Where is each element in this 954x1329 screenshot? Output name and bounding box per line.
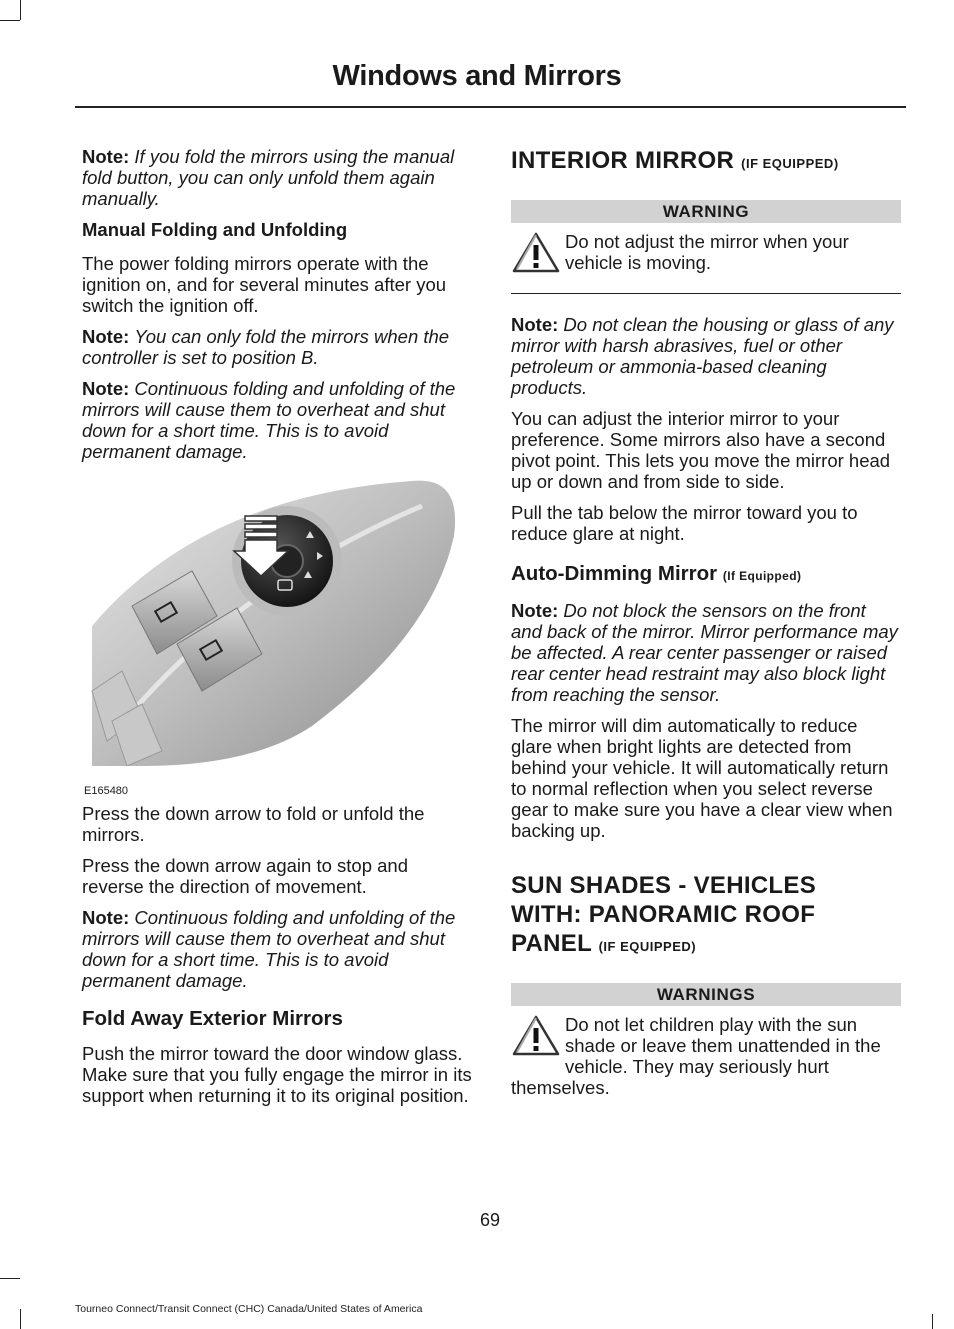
auto-dimming-title: Auto-Dimming Mirror (If Equipped): [511, 562, 802, 586]
right-column: [511, 146, 901, 1110]
interior-mirror-title: INTERIOR MIRROR (IF EQUIPPED): [511, 147, 839, 174]
crop-mark: [20, 0, 21, 20]
mirror-switch-illustration: [82, 476, 472, 766]
figure-code: E165480: [84, 785, 129, 797]
warning-box: [511, 231, 901, 293]
note-overheat-repeat: Note: Continuous folding and unfolding of the mirrors will cause them to overheat and shut down for a short time. This is to avoid permanent damage.: [82, 907, 456, 991]
footer-text: Tourneo Connect/Transit Connect (CHC) Canada/United States of America: [75, 1303, 423, 1315]
note-position-b: Note: You can only fold the mirrors when the controller is set to position B.: [82, 326, 450, 368]
glare-tab-paragraph: Pull the tab below the mirror toward you to reduce glare at night.: [511, 502, 858, 545]
interior-adjust-paragraph: You can adjust the interior mirror to your preference. Some mirrors also have a second pivot point. This lets you move the mirror head up or down and from side to side.: [511, 408, 891, 493]
stop-instruction: Press the down arrow again to stop and reverse the direction of movement.: [82, 855, 408, 897]
fold-away-paragraph: Push the mirror toward the door window glass. Make sure that you fully engage the mirror in its support when returning it to its original position.: [82, 1043, 472, 1106]
note-manual-fold: Note: If you fold the mirrors using the manual fold button, you can only unfold them again manually.: [82, 146, 455, 209]
warning-bar: WARNING: [511, 200, 901, 223]
warning-rule: [511, 293, 901, 294]
note-overheat: Note: Continuous folding and unfolding of the mirrors will cause them to overheat and shut down for a short time. This is to avoid permanent damage.: [82, 378, 456, 462]
mirror-control-figure: [82, 476, 472, 797]
note-sensors: Note: Do not block the sensors on the front and back of the mirror. Mirror performance may be affected. A rear center passenger or raised rear center head restraint may also block light from reaching the sensor.: [511, 600, 898, 706]
title-rule: [75, 106, 906, 108]
warning-triangle-icon: [511, 1014, 561, 1058]
crop-mark: [20, 1309, 21, 1329]
note-cleaning: Note: Do not clean the housing or glass of any mirror with harsh abrasives, fuel or other petroleum or ammonia-based cleaning products.: [511, 314, 894, 399]
fold-instruction: Press the down arrow to fold or unfold the mirrors.: [82, 803, 425, 845]
crop-mark: [0, 20, 20, 21]
fold-away-heading: Fold Away Exterior Mirrors: [82, 1007, 343, 1030]
manual-folding-heading: Manual Folding and Unfolding: [82, 219, 348, 240]
sun-shades-title: SUN SHADES - VEHICLES WITH: PANORAMIC ROOF PANEL (IF EQUIPPED): [511, 872, 817, 958]
warnings-bar: WARNINGS: [511, 983, 901, 1006]
warnings-text: Do not let children play with the sun shade or leave them unattended in the vehicle. They may seriously hurt themselves.: [511, 1014, 881, 1099]
page-number: 69: [479, 1210, 501, 1230]
crop-mark: [0, 1278, 20, 1279]
warning-text: Do not adjust the mirror when your vehicle is moving.: [565, 231, 849, 273]
crop-mark: [932, 1314, 933, 1329]
warning-triangle-icon: [511, 231, 561, 275]
auto-dim-paragraph: The mirror will dim automatically to reduce glare when bright lights are detected from behind your vehicle. It will automatically return to normal reflection when you select reverse gear to make sure you have a clear view when backing up.: [511, 715, 893, 842]
page-title: Windows and Mirrors: [332, 60, 622, 92]
manual-folding-paragraph: The power folding mirrors operate with the ignition on, and for several minutes after you switch the ignition off.: [82, 253, 447, 316]
warnings-box: [511, 1014, 901, 1110]
left-column: [82, 146, 472, 1116]
